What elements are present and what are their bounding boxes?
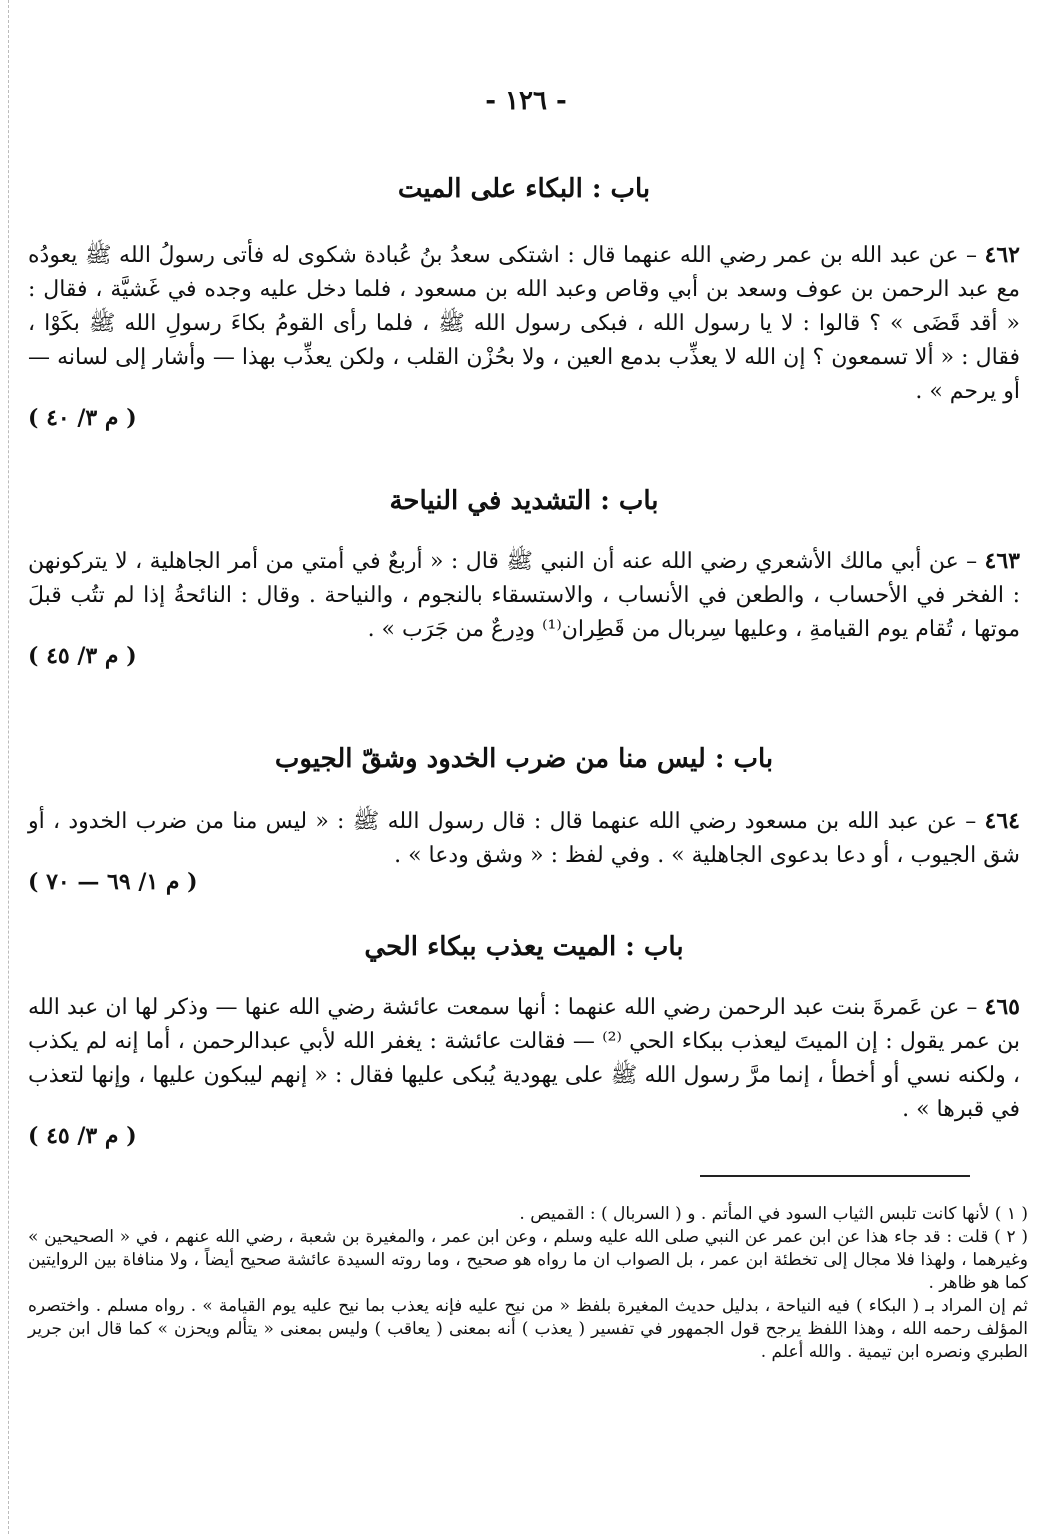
chapter-section xyxy=(28,930,1020,1151)
hadith-text xyxy=(28,990,1020,1127)
scan-edge-line xyxy=(8,0,9,1534)
footnote-2: ( ٢ ) قلت : قد جاء هذا عن ابن عمر عن النبي صلى الله عليه وسلم ، وعن ابن عمر ، والمغيرة بن شعبة ، رضي الله عنهم ، في « الصحيحين » وغيرهما ، ولهذا فلا مجال إلى تخطئة ابن عمر ، بل الصواب ان ما رواه هو صحيح ، وما روته السيدة عائشة صحيح أيضاً ، ولا منافاة بين الروايتين كما هو ظاهر . xyxy=(28,1227,1028,1293)
footnotes xyxy=(28,1203,1028,1364)
chapter-section xyxy=(28,172,1020,433)
chapter-heading: باب : الميت يعذب ببكاء الحي xyxy=(364,932,684,962)
chapter-heading: باب : التشديد في النياحة xyxy=(389,486,659,516)
hadith-body: – عن عَمرةَ بنت عبد الرحمن رضي الله عنهما : أنها سمعت عائشة رضي الله عنها — وذكر لها ان عبد الله بن عمر يقول : إن الميتَ ليعذب ببكاء الحي ⁽²⁾ — فقالت عائشة : يغفر الله لأبي عبدالرحمن ، أما إنه لم يكذب ، ولكنه نسي أو أخطأ ، إنما مرَّ رسول الله ﷺ على يهودية يُبكى عليها فقال : « إنهم ليبكون عليها ، وإنها لتعذب في قبرها » . xyxy=(28,995,1020,1122)
hadith-text xyxy=(28,544,1020,647)
chapter-heading: باب : البكاء على الميت xyxy=(397,174,651,204)
chapter-section xyxy=(28,742,1020,897)
hadith-text xyxy=(28,238,1020,409)
hadith-body: – عن عبد الله بن عمر رضي الله عنهما قال : اشتكى سعدُ بنُ عُبادة شكوى له فأتى رسولُ الله ﷺ يعودُه مع عبد الرحمن بن عوف وسعد بن أبي وقاص وعبد الله بن مسعود ، فلما دخل عليه وجده في غَشيَّة ، فقال : « أقد قَضَى » ؟ قالوا : لا يا رسول الله ، فبكى رسول الله ﷺ ، فلما رأى القومُ بكاءَ رسولِ الله ﷺ بكَوْا ، فقال : « ألا تسمعون ؟ إن الله لا يعذِّب بدمع العين ، ولا بحُزْن القلب ، ولكن يعذِّب بهذا — وأشار إلى لسانه — أو يرحم » . xyxy=(28,243,1020,404)
footnote-divider xyxy=(700,1175,970,1177)
chapter-section xyxy=(28,484,1020,671)
footnote-1: ( ١ ) لأنها كانت تلبس الثياب السود في المأتم . و ( السربال ) : القميص . xyxy=(519,1204,1028,1224)
hadith-number: ٤٦٤ xyxy=(984,808,1020,834)
hadith-reference: ( م ١/ ٦٩ — ٧٠ ) xyxy=(28,869,198,895)
hadith-reference: ( م ٣/ ٤٥ ) xyxy=(28,1123,137,1149)
page-number: - ١٢٦ - xyxy=(485,86,567,116)
hadith-body: – عن أبي مالك الأشعري رضي الله عنه أن النبي ﷺ قال : « أربعٌ في أمتي من أمر الجاهلية ، لا يتركونهن : الفخر في الأحساب ، والطعن في الأنساب ، والاستسقاء بالنجوم ، والنياحة . وقال : النائحةُ إذا لم تتُب قبلَ موتها ، تُقام يوم القيامةِ ، وعليها سِربال من قَطِران⁽¹⁾ ودِرعٌ من جَرَب » . xyxy=(28,549,1020,642)
chapter-heading: باب : ليس منا من ضرب الخدود وشقّ الجيوب xyxy=(274,744,774,774)
hadith-number: ٤٦٣ xyxy=(984,548,1020,574)
hadith-body: – عن عبد الله بن مسعود رضي الله عنهما قال : قال رسول الله ﷺ : « ليس منا من ضرب الخدود ، أو شق الجيوب ، أو دعا بدعوى الجاهلية » . وفي لفظ : « وشق ودعا » . xyxy=(28,809,1020,868)
hadith-number: ٤٦٥ xyxy=(984,994,1020,1020)
hadith-reference: ( م ٣/ ٤٠ ) xyxy=(28,405,137,431)
hadith-text xyxy=(28,804,1020,873)
hadith-number: ٤٦٢ xyxy=(984,242,1020,268)
footnote-2-continued: ثم إن المراد بـ ( البكاء ) فيه النياحة ، بدليل حديث المغيرة بلفظ « من نيح عليه فإنه يعذب بما نيح عليه يوم القيامة » . رواه مسلم . واختصره المؤلف رحمه الله ، وهذا اللفظ يرجح قول الجمهور في تفسير ( يعذب ) أنه بمعنى ( يعاقب ) وليس بمعنى « يتألم ويحزن » كما قال ابن جرير الطبري ونصره ابن تيمية . والله أعلم . xyxy=(28,1296,1028,1362)
hadith-reference: ( م ٣/ ٤٥ ) xyxy=(28,643,137,669)
